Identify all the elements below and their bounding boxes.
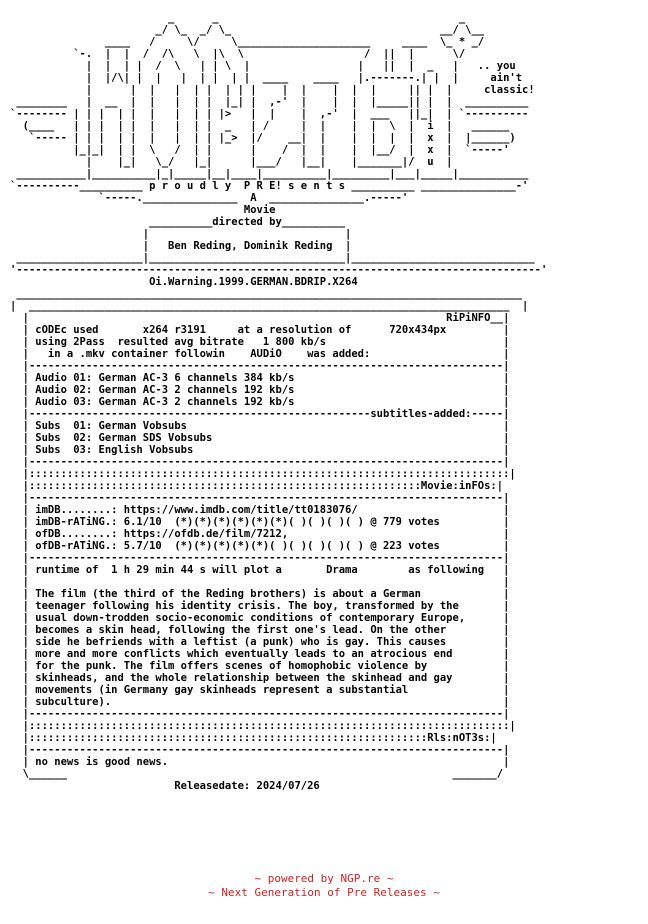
nfo-ascii-art-text: _ _ _ _/ \_ _/ \_ __/ \__ ____ / \/ \_____________________ ____ \_ * _/ `-. | | / /\ \ |\ \ / || | \/ | | | | / \ | | \ | | || | _ | .. you | |/\| | | | | | | | ____ ____ |.-------.| | | ain't | | | | | | | | | | | | | | || | | classic! ________ | __ | | | | | |_| | ,-' | | | |_____|| | | __________ `-------- | | | | | | | | | |> | | | ,-' | ___ ||_| | `---------- (____ | | | | | | | | | _ | / | | | | \ | i | ______ `----- | | | | | | | | | |_> |/ __| | | | | | x | |______) |_|_| | | \ / | | | / | | | |__/ | x | `-----' | |_| \_/ |_| |___/ |__| |_______|/ u | ___________|__________|_|_____|__|____|__________|_________|___|_____|___________ `----------__________ p r o u d l y P R E! s e n t s __________ _______________-' `-----._______________ A _______________.-----' Movie __________directed by__________ | | | Ben Reding, Dominik Reding | ____________________|_______________________________|_____________________________ '-----------------------------------------------------------------------------------' Oi.Warning.1999.GERMAN.BDRIP.X264 ________________________________________________________________________________ | ____________________________________________________________________________ | | RiPiNFO__| | cODEc used x264 r3191 at a resolution of 720x434px | | using 2Pass resulted avg bitrate 1 800 kb/s | | in a .mkv container followin AUDiO was added: | |---------------------------------------------------------------------------| | Audio 01: German AC-3 6 channels 384 kb/s | | Audio 02: German AC-3 2 channels 192 kb/s | | Audio 03: German AC-3 2 channels 192 kb/s | |------------------------------------------------------subtitles-added:-----| | Subs 01: German Vobsubs | | Subs 02: German SDS Vobsubs | | Subs 03: English Vobsubs | |---------------------------------------------------------------------------| |::::::::::::::::::::::::::::::::::::::::::::::::::::::::::::::::::::::::::::| |::::::::::::::::::::::::::::::::::::::::::::::::::::::::::::::Movie:inFOs:| |---------------------------------------------------------------------------| | imDB........: https://www.imdb.com/title/tt0183076/ | | imDB-rATiNG.: 6.1/10 (*)(*)(*)(*)(*)(*)( )( )( )( ) @ 779 votes | | ofDB........: https://ofdb.de/film/7212, | | ofDB-rATiNG.: 5.7/10 (*)(*)(*)(*)(*)( )( )( )( )( ) @ 223 votes | |---------------------------------------------------------------------------| | runtime of 1 h 29 min 44 s will plot a Drama as following | | | | The film (the third of the Reding brothers) is about a German | | teenager following his identity crisis. The boy, transformed by the | | usual down-trodden socio-economic conditions of contemporary Europe, | | becomes a skin head, following the first one's lead. On the other | | side he befriends with a leftist (a punk) who is gay. This causes | | more and more conflicts which eventually leads to an atrocious end | | for the punk. The film offers scenes of homophobic violence by | | skinheads, and the whole relationship between the skinhead and gay | | movements (in Germany gay skinheads represent a substantial | | subculture). | |---------------------------------------------------------------------------| |::::::::::::::::::::::::::::::::::::::::::::::::::::::::::::::::::::::::::::| |:::::::::::::::::::::::::::::::::::::::::::::::::::::::::::::::Rls:nOT3s:| |---------------------------------------------------------------------------| | no news is good news. | \______ _______/ Releasedate: 2024/07/26 bbox=[10, 12, 548, 792]
powered-by-footer: ~ powered by NGP.re ~ bbox=[254, 872, 394, 885]
next-generation-footer: ~ Next Generation of Pre Releases ~ bbox=[208, 886, 440, 899]
